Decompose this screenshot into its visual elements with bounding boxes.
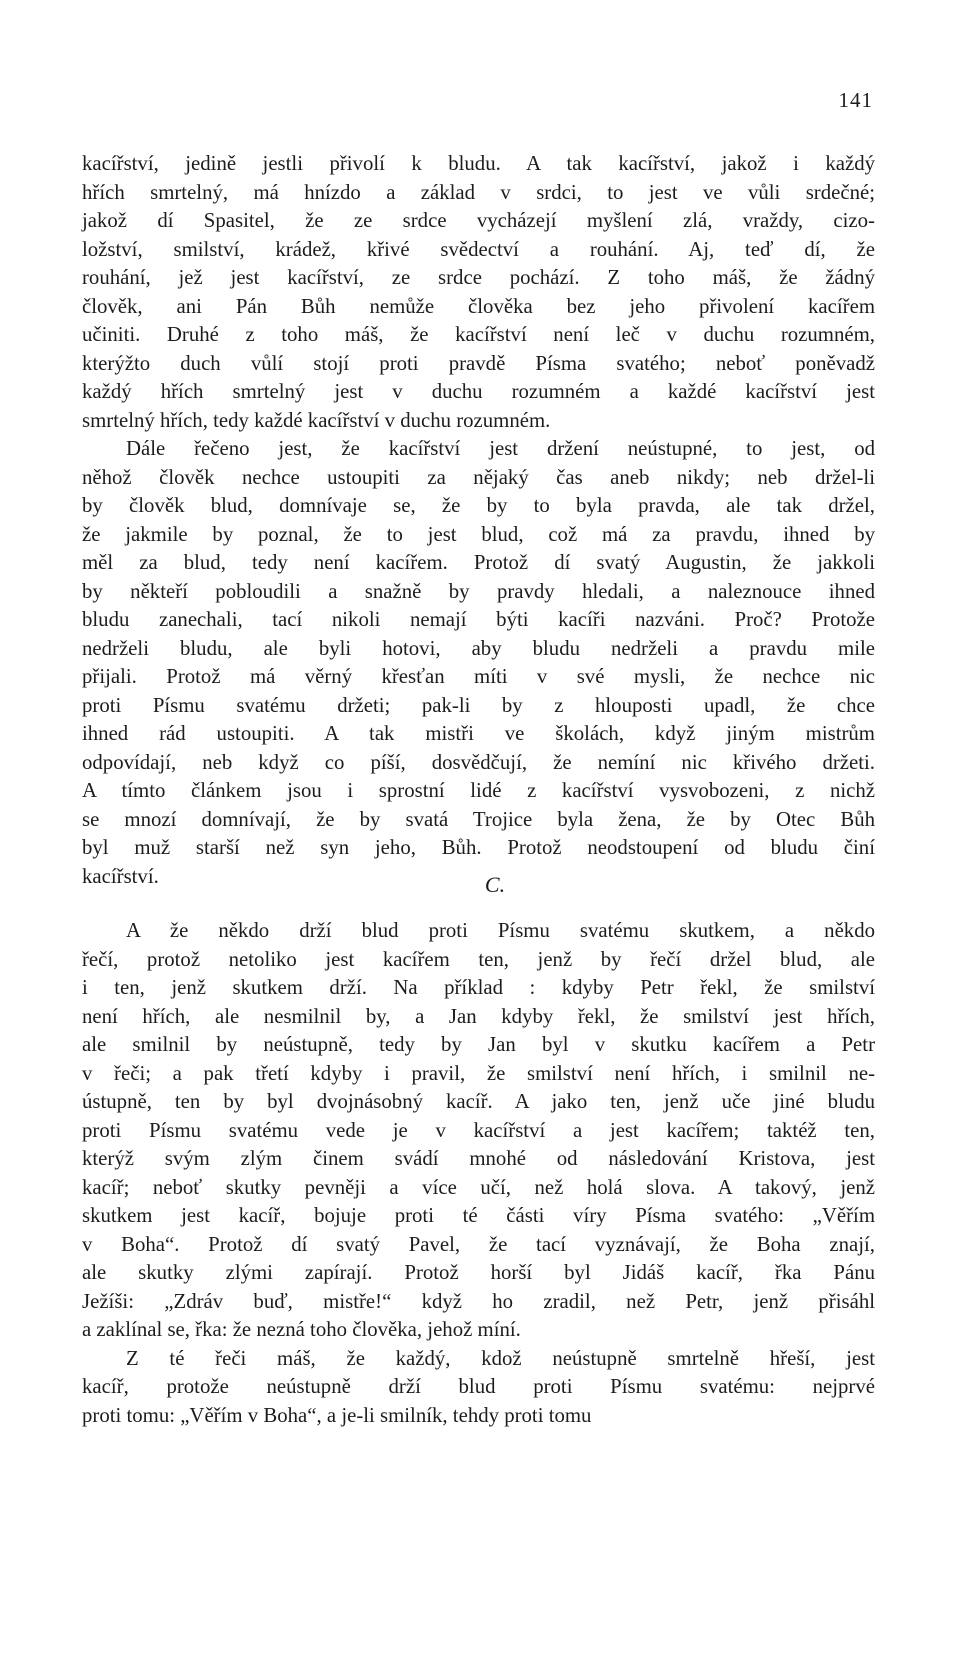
text-line: proti Písmu svatému vede je v kacířství a jest kacířem; taktéž ten,: [82, 1118, 875, 1142]
text-line: ale skutky zlými zapírají. Protož horší byl Jidáš kacíř, řka Pánu: [82, 1261, 875, 1284]
text-line: měl za blud, tedy není kacířem. Protož dí svatý Augustin, že jakkoli: [82, 551, 875, 574]
text-line: Ježíši: „Zdráv buď, mistře!“ když ho zradil, než Petr, jenž přisáhl: [82, 1289, 875, 1313]
text-line: kacíř; neboť skutky pevněji a více učí, než holá slova. A takový, jenž: [82, 1175, 875, 1199]
text-line: ložství, smilství, krádež, křivé svědectví a rouhání. Aj, teď dí, že: [82, 237, 875, 261]
text-line: ihned rád ustoupiti. A tak mistři ve školách, když jiným mistrům: [82, 722, 875, 745]
section-heading: C.: [484, 872, 506, 897]
text-line: člověk, ani Pán Bůh nemůže člověka bez jeho přivolení kacířem: [82, 294, 875, 318]
text-line: byl muž starší než syn jeho, Bůh. Protož neodstoupení od bludu činí: [82, 836, 875, 859]
body-text-upper: [82, 150, 875, 891]
text-line: proti tomu: „Věřím v Boha“, a je-li smilník, tehdy proti tomu: [82, 1403, 592, 1427]
text-line: jakož dí Spasitel, že ze srdce vycházejí myšlení zlá, vraždy, cizo-: [82, 209, 875, 232]
text-line: není hřích, ale nesmilnil by, a Jan kdyby řekl, že smilství jest hřích,: [82, 1004, 875, 1028]
text-line: učiniti. Druhé z toho máš, že kacířství není leč v duchu rozumném,: [82, 323, 875, 346]
text-line: A že někdo drží blud proti Písmu svatému skutkem, a někdo: [126, 919, 875, 942]
text-line: nedrželi bludu, ale byli hotovi, aby bludu nedrželi a pravdu mile: [82, 636, 875, 660]
text-line: kacíř, protože neústupně drží blud proti Písmu svatému: nejprvé: [82, 1375, 875, 1398]
text-line: se mnozí domnívají, že by svatá Trojice byla žena, že by Otec Bůh: [82, 807, 875, 831]
body-text-lower: [82, 917, 875, 1430]
text-line: něhož člověk nechce ustoupiti za nějaký čas aneb nikdy; neb držel-li: [82, 465, 875, 489]
text-line: Dále řečeno jest, že kacířství jest držení neústupné, to jest, od: [126, 437, 875, 460]
text-line: každý hřích smrtelný jest v duchu rozumném a každé kacířství jest: [82, 380, 875, 403]
text-line: kacířství.: [82, 864, 159, 888]
text-line: A tímto článkem jsou i sprostní lidé z kacířství vysvobozeni, z nichž: [82, 779, 875, 802]
text-line: v řeči; a pak třetí kdyby i pravil, že smilství není hřích, i smilnil ne-: [82, 1061, 875, 1085]
text-line: by člověk blud, domnívaje se, že by to byla pravda, ale tak držel,: [82, 494, 875, 517]
text-line: bludu zanechali, tací nikoli nemají býti kacíři nazváni. Proč? Protože: [82, 608, 875, 631]
text-line: smrtelný hřích, tedy každé kacířství v duchu rozumném.: [82, 408, 551, 432]
text-line: rouhání, jež jest kacířství, ze srdce pochází. Z toho máš, že žádný: [82, 266, 875, 289]
page-number: 141: [838, 88, 873, 112]
text-line: ale smilnil by neústupně, tedy by Jan byl v skutku kacířem a Petr: [82, 1033, 875, 1056]
text-line: že jakmile by poznal, že to jest blud, což má za pravdu, ihned by: [82, 522, 875, 546]
text-line: řečí, protož netoliko jest kacířem ten, jenž by řečí držel blud, ale: [82, 947, 875, 971]
text-line: odpovídají, neb když co píší, dosvědčují, že nemíní nic křivého držeti.: [82, 750, 875, 774]
text-line: a zaklínal se, řka: že nezná toho člověka, jehož míní.: [82, 1318, 521, 1341]
text-line: skutkem jest kacíř, bojuje proti té části víry Písma svatého: „Věřím: [82, 1204, 875, 1227]
text-line: i ten, jenž skutkem drží. Na příklad : kdyby Petr řekl, že smilství: [82, 976, 875, 999]
text-line: by někteří pobloudili a snažně by pravdy hledali, a nalezn​ouce ihned: [82, 579, 875, 603]
text-line: ústupně, ten by byl dvojnásobný kacíř. A jako ten, jenž uče jiné bludu: [82, 1090, 875, 1113]
text-line: v Boha“. Protož dí svatý Pavel, že tací vyznávají, že Boha znají,: [82, 1232, 875, 1256]
text-line: proti Písmu svatému držeti; pak-li by z hlouposti upadl, že chce: [82, 693, 875, 717]
text-line: kterýžto duch vůlí stojí proti pravdě Písma svatého; neboť poněvadž: [82, 351, 875, 375]
text-line: Z té řeči máš, že každý, kdož neústupně smrtelně hřeší, jest: [126, 1346, 875, 1370]
text-line: kacířství, jedině jestli přivolí k bludu. A tak kacířství, jakož i každý: [82, 152, 875, 175]
text-line: hřích smrtelný, má hnízdo a základ v srdci, to jest ve vůli srdečné;: [82, 180, 875, 204]
text-line: přijali. Protož má věrný křesťan míti v své mysli, že nechce nic: [82, 665, 875, 688]
text-line: kterýž svým zlým činem svádí mnohé od následování Kristova, jest: [82, 1147, 875, 1170]
